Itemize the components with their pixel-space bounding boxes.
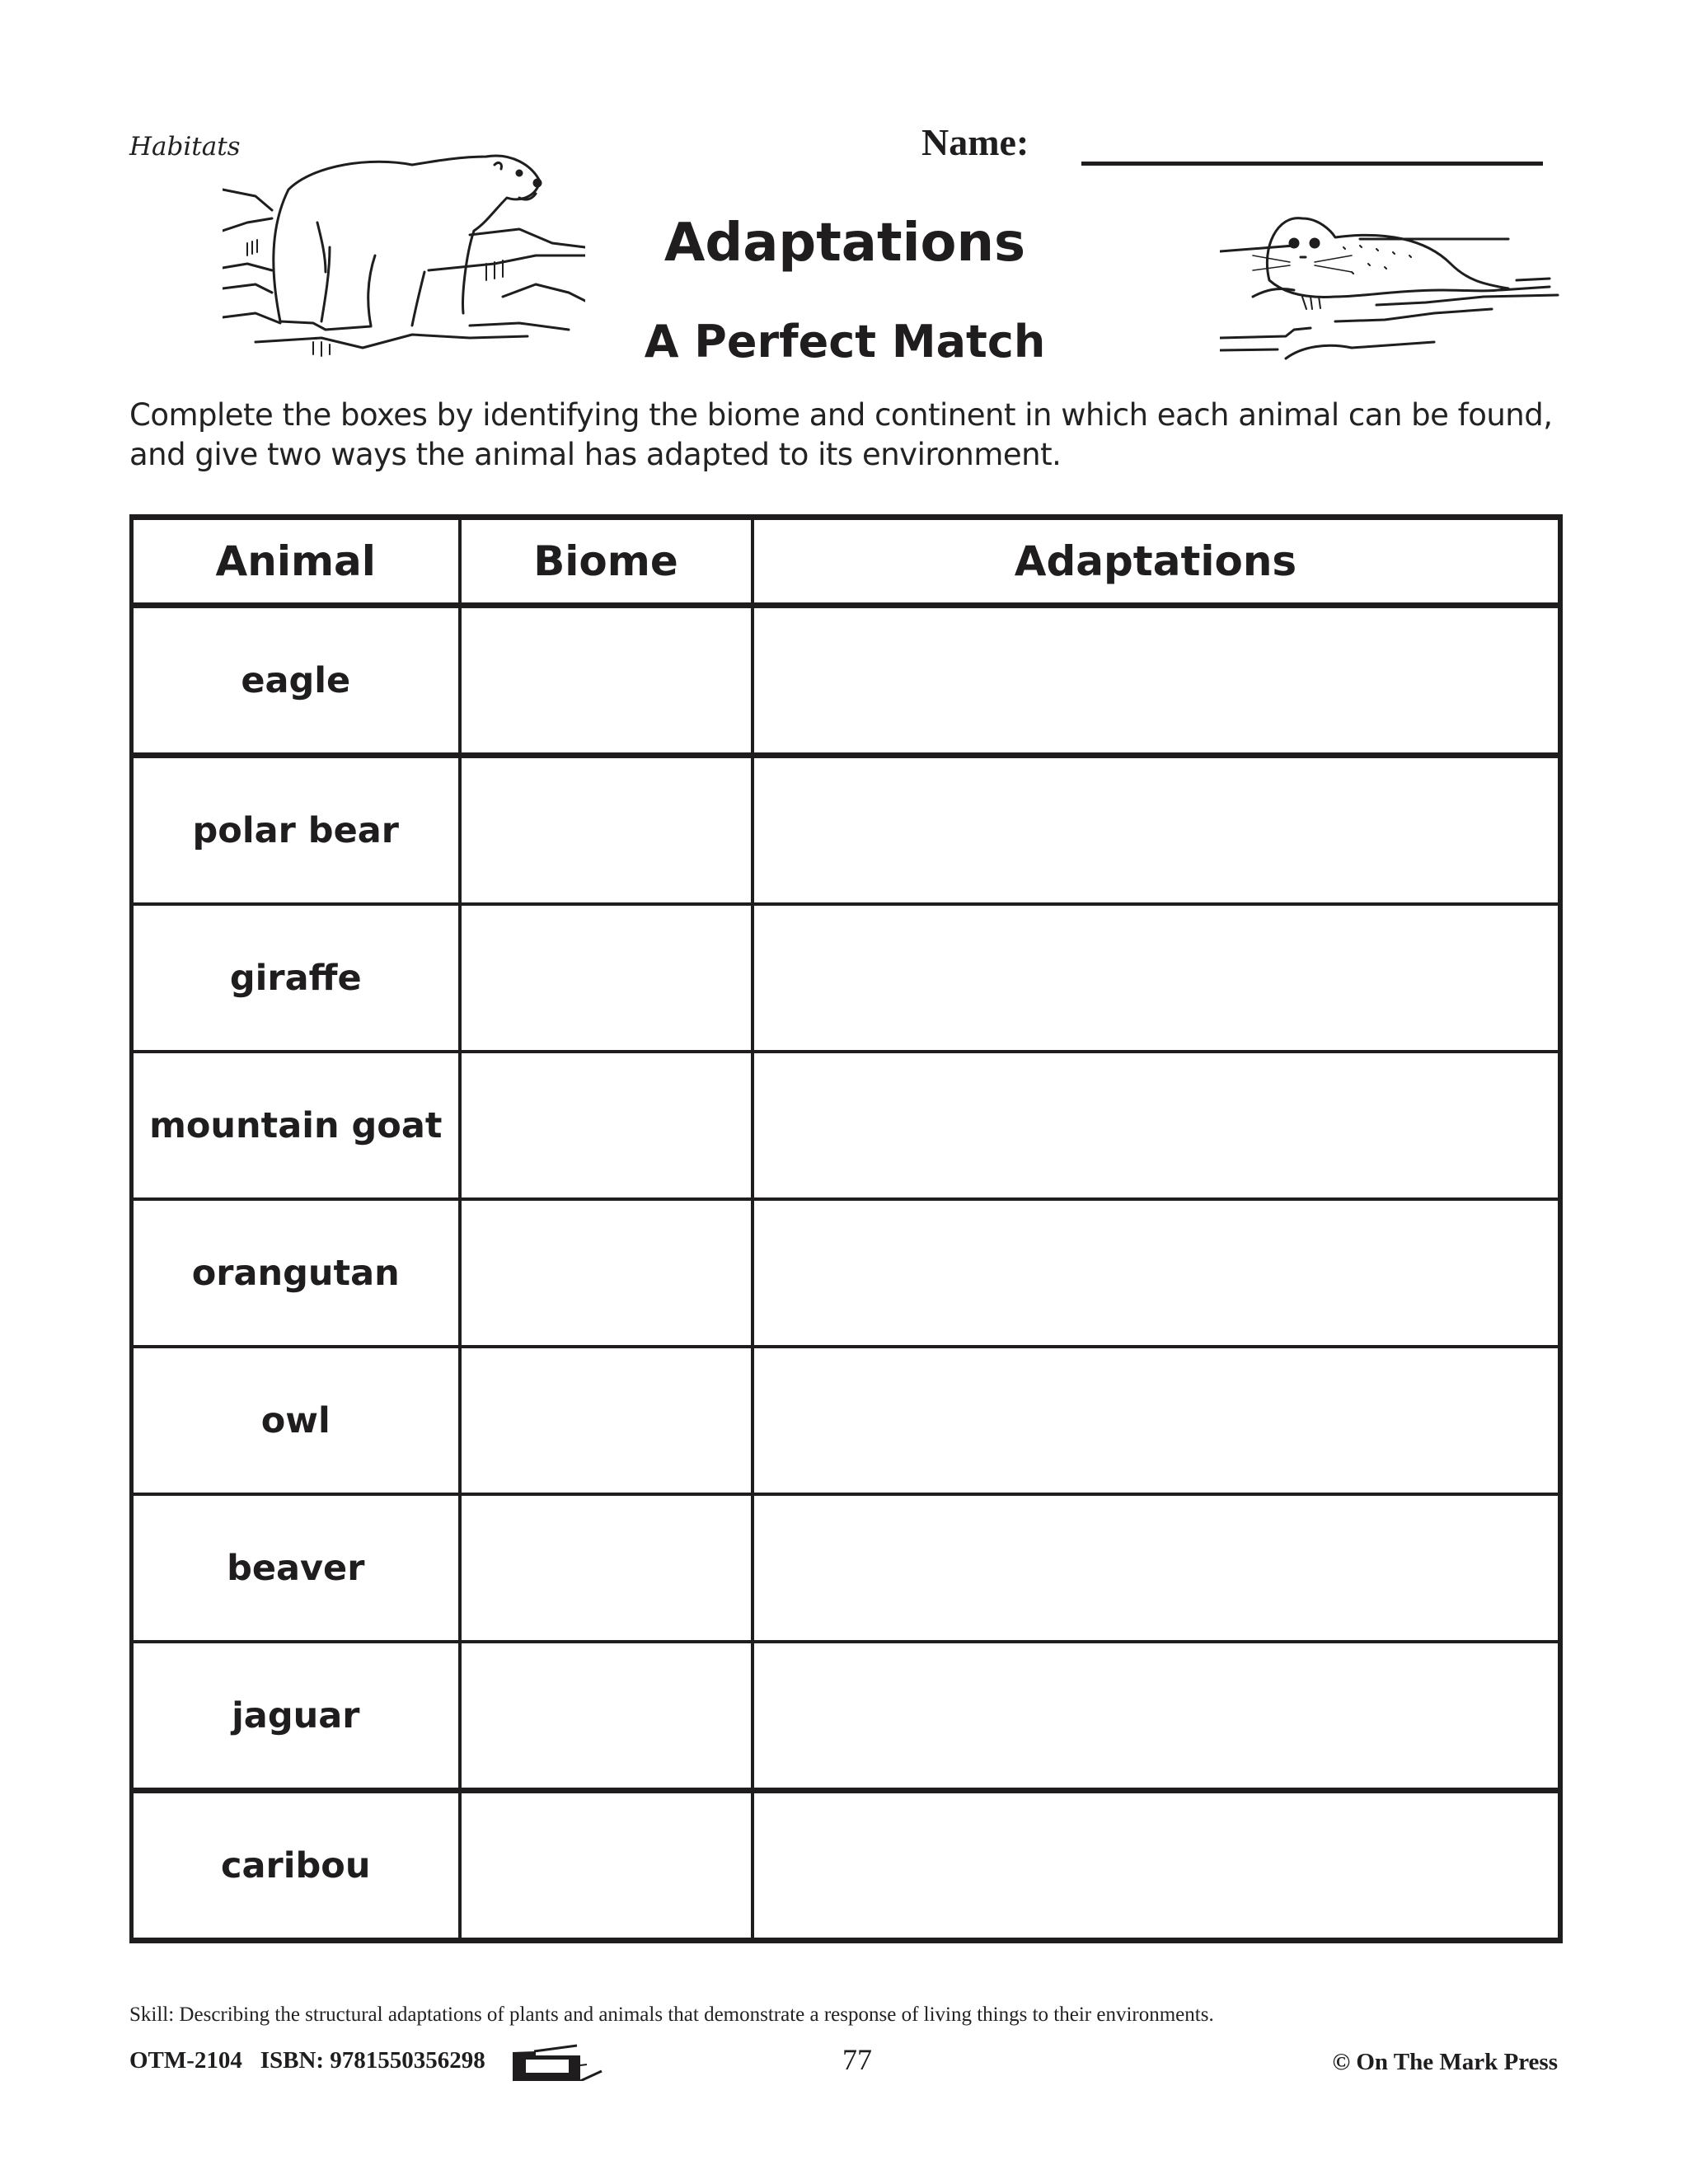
animal-cell [132,1791,460,1941]
biome-cell[interactable] [460,1347,753,1494]
name-label: Name: [921,121,1029,163]
biome-cell[interactable] [460,1791,753,1941]
animal-cell [132,1347,460,1494]
animal-name: caribou [221,1844,371,1886]
column-header-biome: Biome [460,518,753,606]
table-row [132,756,1560,905]
footer-product-info [129,2047,485,2074]
table-header-row [132,518,1560,606]
instructions-text: Complete the boxes by identifying the biome and continent in which each animal can be found, and give two ways the animal has adapted to its environment. [129,397,1553,472]
animal-name: giraffe [229,957,362,999]
adaptations-cell[interactable] [753,1642,1560,1791]
table-row [132,1642,1560,1791]
table-row [132,1494,1560,1642]
polar-bear-illustration [223,132,585,371]
adaptations-cell[interactable] [753,1494,1560,1642]
biome-cell[interactable] [460,606,753,756]
table-row [132,1199,1560,1347]
animal-cell [132,1052,460,1199]
adaptations-cell[interactable] [753,1347,1560,1494]
photocopier-icon [511,2044,606,2081]
animal-name: polar bear [192,809,399,851]
table-row [132,1347,1560,1494]
adaptations-cell[interactable] [753,1052,1560,1199]
biome-cell[interactable] [460,1642,753,1791]
product-code: OTM-2104 [129,2047,242,2074]
adaptations-table [129,514,1563,1943]
animal-cell [132,1642,460,1791]
adaptations-cell[interactable] [753,1791,1560,1941]
page-number: 77 [842,2043,872,2076]
animal-cell [132,606,460,756]
animal-cell [132,756,460,905]
biome-cell[interactable] [460,1052,753,1199]
adaptations-cell[interactable] [753,1199,1560,1347]
animal-cell [132,1199,460,1347]
page-title: Adaptations [663,213,1026,274]
table-row [132,1052,1560,1199]
adaptations-cell[interactable] [753,904,1560,1052]
animal-name: eagle [241,659,351,701]
section-label: Habitats [129,132,241,162]
animal-name: jaguar [232,1694,360,1736]
biome-cell[interactable] [460,1199,753,1347]
table-row [132,904,1560,1052]
biome-cell[interactable] [460,756,753,905]
animal-name: beaver [227,1547,365,1589]
isbn: ISBN: 9781550356298 [260,2047,485,2074]
biome-cell[interactable] [460,1494,753,1642]
table-row [132,1791,1560,1941]
table-row [132,606,1560,756]
name-input-line[interactable] [1081,162,1543,166]
page-subtitle: A Perfect Match [644,316,1046,368]
biome-cell[interactable] [460,904,753,1052]
animal-name: owl [260,1399,331,1441]
skill-statement: Skill: Describing the structural adaptations of plants and animals that demonstrate a response of living things to their environments. [129,2004,1214,2026]
animal-cell [132,904,460,1052]
column-header-adaptations: Adaptations [753,518,1560,606]
copyright-notice: © On The Mark Press [1332,2049,1558,2075]
column-header-animal: Animal [132,518,460,606]
adaptations-cell[interactable] [753,756,1560,905]
animal-name: mountain goat [149,1104,443,1146]
adaptations-cell[interactable] [753,606,1560,756]
seal-illustration [1220,198,1566,363]
animal-cell [132,1494,460,1642]
animal-name: orangutan [191,1252,400,1294]
